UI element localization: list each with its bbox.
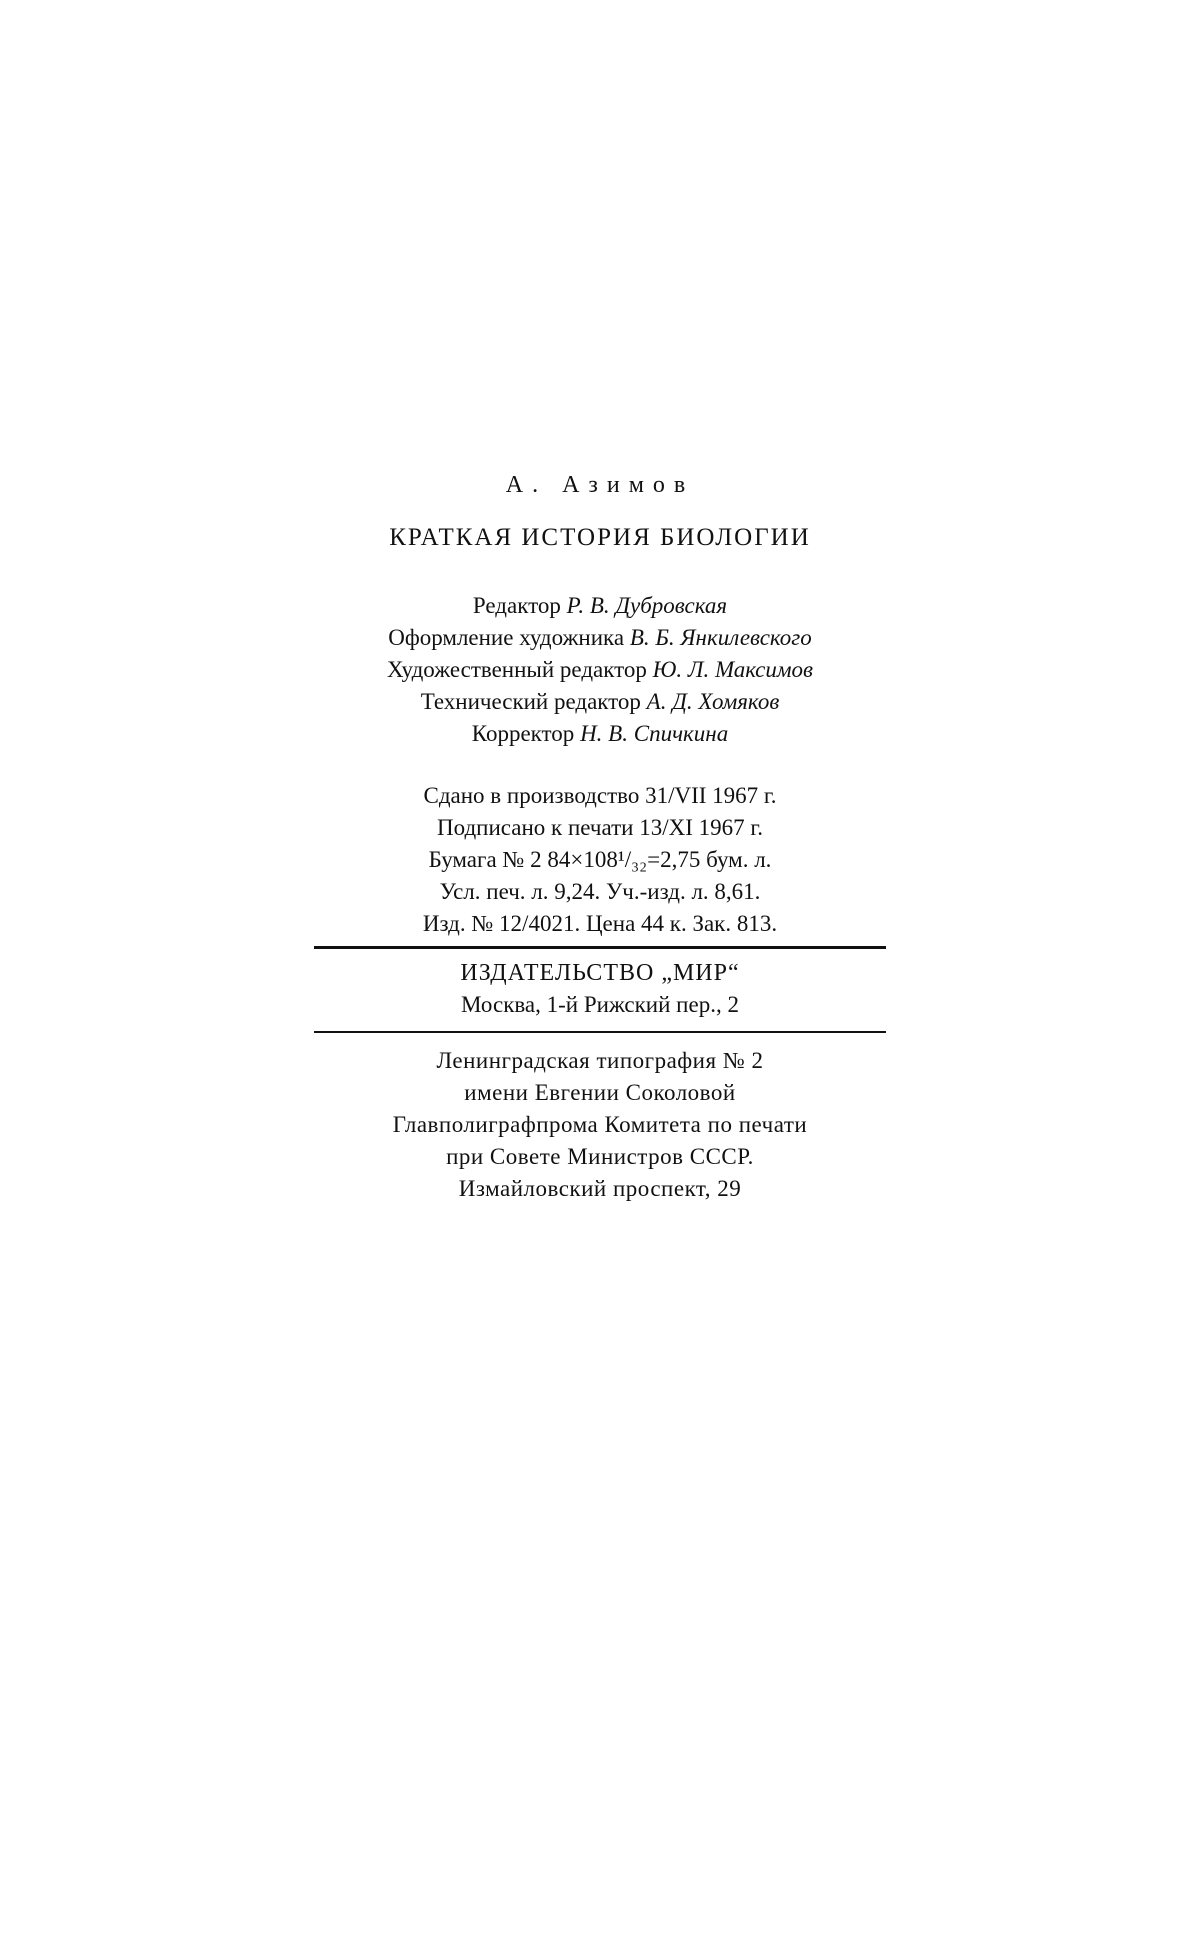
divider-rule	[314, 1031, 886, 1033]
credit-role: Оформление художника	[388, 625, 625, 650]
credit-role: Художественный редактор	[386, 657, 647, 682]
publisher-block	[300, 957, 900, 1021]
divider-rule	[314, 946, 886, 949]
credit-person: Р. В. Дубровская	[566, 593, 728, 618]
printer-line: Главполиграфпрома Комитета по печати	[392, 1112, 808, 1137]
credit-role: Технический редактор	[420, 689, 641, 714]
author-name: А. Азимов	[505, 472, 695, 498]
publisher-address: Москва, 1-й Рижский пер., 2	[461, 992, 739, 1017]
credit-proofreader	[300, 718, 900, 750]
credit-person: Ю. Л. Максимов	[652, 657, 814, 682]
credit-editor	[300, 590, 900, 622]
printer-line: Измайловский проспект, 29	[458, 1176, 742, 1201]
production-details	[300, 780, 900, 940]
credit-person: В. Б. Янкилевского	[629, 625, 812, 650]
printer-line: при Совете Министров СССР.	[446, 1144, 754, 1169]
printer-line: имени Евгении Соколовой	[464, 1080, 736, 1105]
printer-line: Ленинградская типография № 2	[436, 1048, 764, 1073]
book-title: КРАТКАЯ ИСТОРИЯ БИОЛОГИИ	[389, 524, 811, 551]
submitted-date: Сдано в производство 31/VII 1967 г.	[423, 783, 777, 808]
credit-role: Редактор	[472, 593, 561, 618]
staff-credits	[300, 590, 900, 750]
printer-block	[300, 1045, 900, 1205]
signed-date: Подписано к печати 13/XI 1967 г.	[437, 815, 763, 840]
sheet-counts: Усл. печ. л. 9,24. Уч.-изд. л. 8,61.	[439, 879, 761, 904]
credit-art-editor	[300, 654, 900, 686]
credit-design	[300, 622, 900, 654]
imprint-block	[300, 470, 900, 1205]
order-price: Изд. № 12/4021. Цена 44 к. Зак. 813.	[422, 911, 778, 936]
credit-person: А. Д. Хомяков	[646, 689, 780, 714]
credit-person: Н. В. Спичкина	[580, 721, 729, 746]
publisher-name: ИЗДАТЕЛЬСТВО „МИР“	[460, 960, 740, 986]
credit-tech-editor	[300, 686, 900, 718]
paper-format: Бумага № 2 84×108¹/₃₂=2,75 бум. л.	[428, 847, 772, 872]
credit-role: Корректор	[471, 721, 575, 746]
